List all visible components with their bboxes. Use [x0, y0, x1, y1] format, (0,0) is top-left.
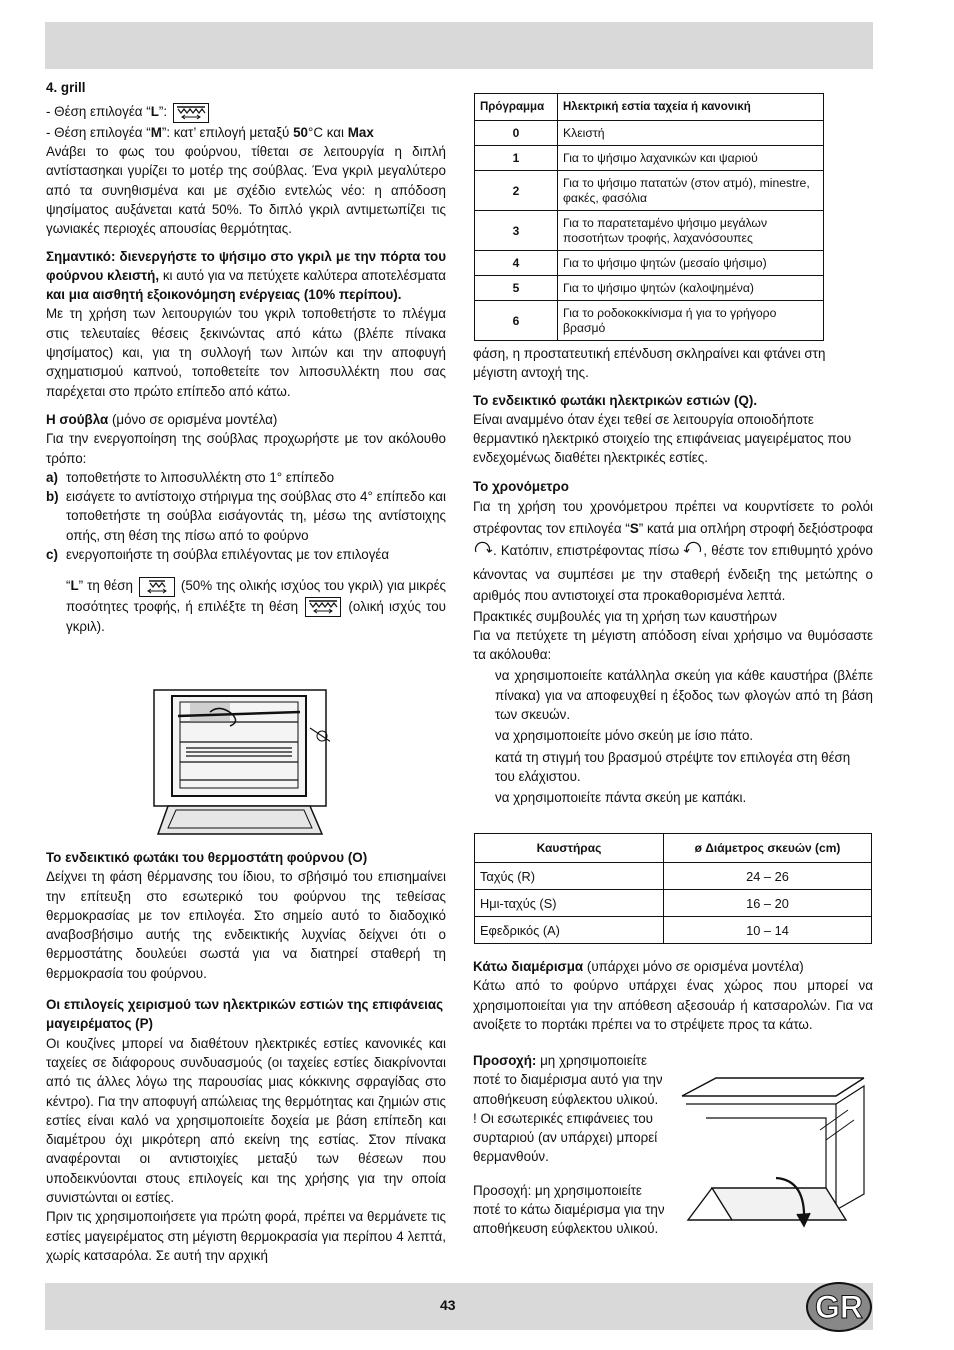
grill-heading: 4. grill	[46, 80, 86, 95]
table-row: 0 Κλειστή	[475, 121, 824, 146]
oven-rotisserie-illustration	[150, 688, 330, 838]
table-row: 3 Για το παρατεταμένο ψήσιμο μεγάλων ποσοτήτων τροφής, λαχανόσουπες	[475, 211, 824, 251]
left-column-lower	[46, 848, 446, 1265]
table-row: 1 Για το ψήσιμο λαχανικών και ψαριού	[475, 146, 824, 171]
left-column	[46, 78, 446, 636]
table-row: 4 Για το ψήσιμο ψητών (μεσαίο ψήσιμο)	[475, 251, 824, 276]
table-row: Ταχύς (R) 24 – 26	[475, 863, 872, 890]
compartment-warning-surfaces: ! Οι εσωτερικές επιφάνειες του συρταριού (αν υπάρχει) μπορεί θερμανθούν.	[473, 1110, 658, 1165]
grill-important-note: Σημαντικό: διενεργήστε το ψήσιμο στο γκριλ με την πόρτα του φούρνου κλειστή, κι αυτό για να πετύχετε καλύτερα αποτελέσματα και μια αισθητή εξοικονόμηση ενέργειας (10% περίπου).	[46, 248, 446, 303]
souvla-step-c: c) ενεργοποιήστε τη σούβλα επιλέγοντας με τον επιλογέα “L” τη θέση (50% της ολικής ισχύος του γκριλ) για μικρές ποσότητες τροφής, ή επιλέξτε τη θέση (ολική ισχύς του γκριλ).	[46, 546, 446, 635]
tip-item: να χρησιμοποιείτε πάντα σκεύη με καπάκι.	[495, 790, 747, 806]
hob-light-text: Είναι αναμμένο όταν έχει τεθεί σε λειτουργία οποιοδήποτε θερμαντικό ηλεκτρικό στοιχείο της επιφάνειας μαγειρέματος που ενδεχομένως διαθέτει ηλεκτρικές εστίες.	[473, 411, 852, 466]
oven-light-heading: Το ενδεικτικό φωτάκι του θερμοστάτη φούρνου (O)	[46, 850, 368, 865]
burner-header: Καυστήρας	[475, 834, 664, 863]
compartment-heading: Κάτω διαμέρισμα (υπάρχει μόνο σε ορισμένα μοντέλα)	[473, 959, 804, 974]
full-grill-icon	[173, 103, 209, 123]
program-header: Πρόγραμμα	[475, 94, 558, 121]
grill-position-m: - Θέση επιλογέα “M”: κατ’ επιλογή μεταξύ 50°C και Max	[46, 124, 374, 140]
first-use-continued: φάση, η προστατευτική επένδυση σκληραίνει και φτάνει στη μέγιστη αντοχή της.	[473, 346, 826, 381]
table-row: Εφεδρικός (A) 10 – 14	[475, 917, 872, 944]
tips-intro: Για να πετύχετε τη μέγιστη απόδοση είναι χρήσιμο να θυμόσαστε τα ακόλουθα:	[473, 627, 873, 663]
burner-table	[474, 833, 872, 944]
counterclockwise-arrow-icon	[683, 539, 703, 564]
program-table	[474, 93, 824, 341]
grill-position-l: - Θέση επιλογέα “L”:	[46, 102, 446, 122]
table-row: 5 Για το ψήσιμο ψητών (καλοψημένα)	[475, 276, 824, 301]
table-row: 6 Για το ροδοκοκκίνισμα ή για το γρήγορο βρασμό	[475, 301, 824, 341]
tip-item: να χρησιμοποιείτε κατάλληλα σκεύη για κάθε καυστήρα (βλέπε πίνακα) για να αποφευχθεί η έξοδος των φλογών από τη βάση των σκευών.	[495, 668, 873, 723]
page-number: 43	[440, 1297, 456, 1313]
language-badge: GR	[806, 1282, 872, 1332]
compartment-warnings	[473, 1051, 673, 1239]
right-column	[473, 344, 873, 808]
compartment-warning: Προσοχή: μη χρησιμοποιείτε ποτέ το διαμέρισμα αυτό για την αποθήκευση εύφλεκτου υλικού.	[473, 1053, 663, 1107]
program-desc-header: Ηλεκτρική εστία ταχεία ή κανονική	[558, 94, 824, 121]
grill-description: Ανάβει το φως του φούρνου, τίθεται σε λειτουργία η διπλή αντίστασηκαι γυρίζει το μοτέρ της σούβλας. Ένα γκριλ μεγαλύτερο από τα συνηθισμένα και με σχέδιο εντελώς νέο: η απόδοση ψησίματος αυξάνεται κατά 50%. Το διπλό γκριλ αντιμετωπίζει τις γωνιακές περιοχές απουσίας θερμότητας.	[46, 144, 446, 237]
compartment-text: Κάτω από το φούρνο υπάρχει ένας χώρος που μπορεί να χρησιμοποιείται για την απόθεση αξεσουάρ ή κατσαρολών. Για να ανοίξετε το πορτάκι πρέπει να το στρέψετε προς τα κάτω.	[473, 978, 873, 1032]
hob-first-use-text: Πριν τις χρησιμοποιήσετε για πρώτη φορά, πρέπει να θερμάνετε τις εστίες μαγειρέματος στη μέγιστη θερμοκρασία για περίπου 4 λεπτά, χωρίς κατσαρόλα. Σε αυτή την αρχική	[46, 1209, 446, 1263]
footer-bar	[45, 1283, 873, 1330]
diameter-header: ø Διάμετρος σκευών (cm)	[664, 834, 872, 863]
header-bar	[45, 22, 873, 69]
tip-item: να χρησιμοποιείτε μόνο σκεύη με ίσιο πάτο.	[495, 728, 754, 744]
table-row: 2 Για το ψήσιμο πατατών (στον ατμό), minestre, φακές, φασόλια	[475, 171, 824, 211]
hob-controls-text: Οι κουζίνες μπορεί να διαθέτουν ηλεκτρικές εστίες κανονικές και ταχείες σε διάφορους συνδυασμούς (οι ταχείες εστίες διακρίνονται από τις άλλες λόγω της παρουσίας μιας κόκκινης σφραγίδας στο κέντρο). Για την αποφυγή απώλειας της θερμότητας και ζημιών στις εστίες είναι καλό να χρησιμοποιείτε δοχεία με βάση επίπεδη και διαμέτρου όχι μικρότερη από εκείνη της εστίας. Στον πίνακα αναφέρονται οι αντιστοιχίες μεταξύ των θέσεων που υποδεικνύονται στους επιλογείς και της χρήσης για την οποία συνιστώνται οι εστίες.	[46, 1035, 446, 1206]
clockwise-arrow-icon	[473, 539, 493, 564]
tip-item: κατά τη στιγμή του βρασμού στρέψτε τον επιλογέα στη θέση του ελάχιστου.	[495, 749, 851, 784]
hob-controls-heading: Οι επιλογείς χειρισμού των ηλεκτρικών εστιών της επιφάνειας μαγειρέματος (P)	[46, 997, 444, 1032]
timer-text: Για τη χρήση του χρονόμετρου πρέπει να κουρντίσετε το ρολόι στρέφοντας τον επιλογέα “S” κατά μια οπλήρη στροφή δεξιόστροφα . Κατόπιν, επιστρέφοντας πίσω , θέστε τον επιθυμητό χρόνο κάνοντας να συμπέσει με την σταθερή ένδειξη της μετώπης ο αριθμός που αντιστοιχεί στα προκαθορισμένα λεπτά.	[473, 499, 874, 604]
grill-usage-text: Με τη χρήση των λειτουργιών του γκριλ τοποθετήστε το πλέγμα στις τελευταίες θέσεις ξεκινώντας από κάτω (βλέπε πίνακα ψησίματος) και, για τη συλλογή των λιπών και την αποφυγή σχηματισμού καπνού, τοποθετείτε τον λιποσυλλέκτη που σας παρέχεται στο πρώτο επίπεδο από κάτω.	[46, 306, 446, 399]
full-grill-icon	[305, 597, 341, 617]
compartment-section	[473, 957, 873, 1034]
souvla-step-a: a) τοποθετήστε το λιποσυλλέκτη στο 1° επίπεδο	[46, 469, 335, 485]
tips-heading: Πρακτικές συμβουλές για τη χρήση των καυστήρων	[473, 608, 777, 624]
half-grill-icon	[139, 577, 175, 597]
souvla-step-b: b) εισάγετε το αντίστοιχο στήριγμα της σούβλας στο 4° επίπεδο και τοποθετήστε τη σούβλα εισάγοντάς τη, μέσω της αντίστοιχης οπής, στη θέση της πίσω από το φούρνο	[46, 489, 446, 543]
table-row: Ημι-ταχύς (S) 16 – 20	[475, 890, 872, 917]
souvla-heading: Η σούβλα (μόνο σε ορισμένα μοντέλα)	[46, 411, 278, 427]
souvla-intro: Για την ενεργοποίηση της σούβλας προχωρήστε με τον ακόλουθο τρόπο:	[46, 431, 446, 466]
storage-compartment-illustration	[676, 1070, 872, 1238]
timer-heading: Το χρονόμετρο	[473, 478, 569, 494]
oven-light-text: Δείχνει τη φάση θέρμανσης του ίδιου, το σβήσιμό του επισημαίνει την επίτευξη στο εσωτερικό του φούρνου της τεθείσας θερμοκρασίας με τον επιλογέα. Στο σημείο αυτό το διαδοχικό αναβοσβήσιμο αυτής της ενδεικτικής λυχνίας δείχνει ότι ο θερμοστάτης δουλεύει σωστά για να διατηρεί σταθερή τη θερμοκρασία του φούρνου.	[46, 869, 446, 981]
compartment-warning-2: Προσοχή: μη χρησιμοποιείτε ποτέ το κάτω διαμέρισμα για την αποθήκευση εύφλεκτου υλικού.	[473, 1182, 665, 1237]
hob-light-heading: Το ενδεικτικό φωτάκι ηλεκτρικών εστιών (Q).	[473, 392, 758, 408]
